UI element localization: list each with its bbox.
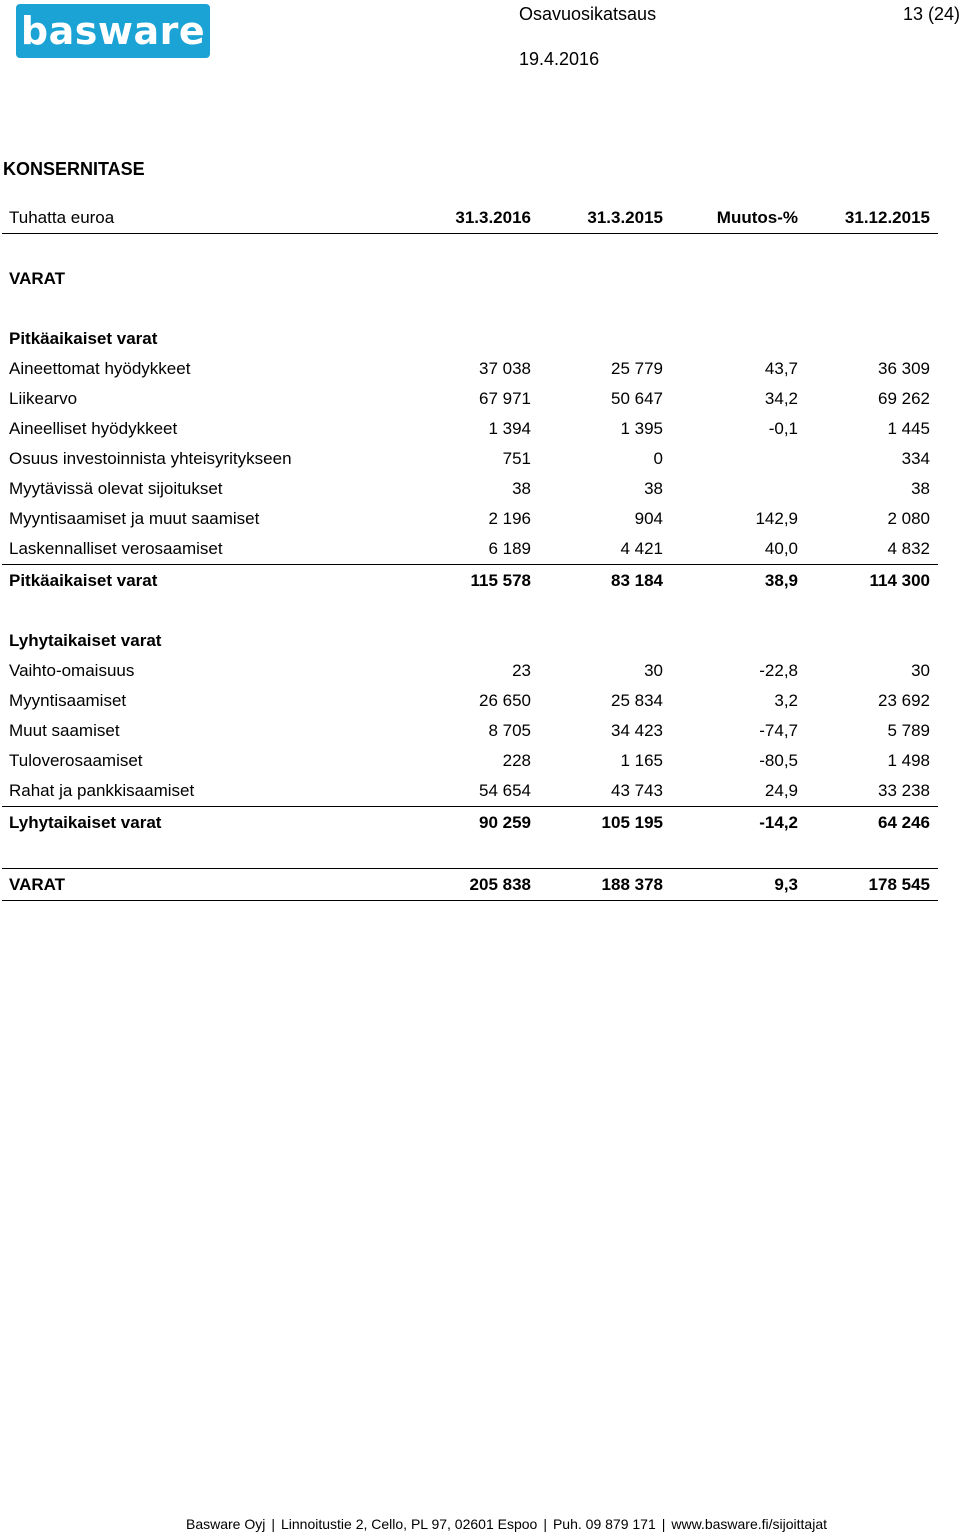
row-value: 25 779 [611, 359, 663, 378]
row-label: Osuus investoinnista yhteisyritykseen [9, 449, 292, 468]
row-label: Myyntisaamiset ja muut saamiset [9, 509, 260, 528]
row-value: 0 [653, 449, 663, 468]
table-row [2, 686, 938, 716]
noncurrent-heading: Pitkäaikaiset varat [9, 329, 158, 348]
logo-wordmark: basware [20, 9, 206, 53]
row-label: Laskennalliset verosaamiset [9, 539, 223, 558]
report-date: 19.4.2016 [519, 49, 600, 69]
row-value: -22,8 [759, 661, 798, 680]
noncurrent-heading-row [2, 324, 938, 354]
row-label: Aineettomat hyödykkeet [9, 359, 191, 378]
row-value: -74,7 [759, 721, 798, 740]
subtotal-label: Lyhytaikaiset varat [2, 807, 411, 839]
row-value: 2 196 [488, 509, 531, 528]
row-label: Myytävissä olevat sijoitukset [9, 479, 223, 498]
table-row [2, 444, 938, 474]
row-value: 38 [644, 479, 663, 498]
spacer-row [2, 294, 938, 324]
table-row [2, 414, 938, 444]
row-value: 40,0 [764, 539, 798, 558]
row-value: 37 038 [479, 359, 531, 378]
footer-company: Basware Oyj [186, 1516, 266, 1532]
column-header-unit: Tuhatta euroa [2, 202, 411, 234]
table-row [2, 504, 938, 534]
row-value: 24,9 [764, 781, 798, 800]
row-value: 1 445 [887, 419, 930, 438]
row-value: 334 [901, 449, 930, 468]
row-value: 6 189 [488, 539, 531, 558]
page-number: 13 (24) [902, 4, 960, 24]
row-value: 50 647 [611, 389, 663, 408]
row-value: 26 650 [479, 691, 531, 710]
subtotal-value: 114 300 [806, 565, 938, 597]
subtotal-value: 83 184 [539, 565, 671, 597]
row-value: -80,5 [759, 751, 798, 770]
row-value: 4 421 [620, 539, 663, 558]
table-row [2, 746, 938, 776]
total-value: 178 545 [806, 869, 938, 901]
row-value: 1 498 [887, 751, 930, 770]
row-value: 33 238 [878, 781, 930, 800]
table-row [2, 776, 938, 807]
row-label: Liikearvo [9, 389, 78, 408]
subtotal-value: -14,2 [671, 807, 806, 839]
row-value: 67 971 [479, 389, 531, 408]
subtotal-label: Pitkäaikaiset varat [2, 565, 411, 597]
row-value [671, 444, 806, 474]
basware-logo [16, 4, 210, 58]
row-value: 8 705 [488, 721, 531, 740]
subtotal-value: 115 578 [411, 565, 539, 597]
spacer-row [2, 838, 938, 869]
row-label: Aineelliset hyödykkeet [9, 419, 178, 438]
column-header-row [2, 202, 938, 234]
table-row [2, 716, 938, 746]
row-label: Vaihto-omaisuus [9, 661, 135, 680]
current-heading: Lyhytaikaiset varat [9, 631, 162, 650]
row-value: 751 [502, 449, 531, 468]
row-value: 142,9 [755, 509, 798, 528]
total-assets-row [2, 869, 938, 901]
table-row [2, 656, 938, 686]
assets-heading: VARAT [9, 269, 66, 288]
row-value: 38 [911, 479, 930, 498]
row-value: 228 [502, 751, 531, 770]
table-row [2, 354, 938, 384]
row-value: 36 309 [878, 359, 930, 378]
row-label: Myyntisaamiset [9, 691, 127, 710]
row-value: 5 789 [887, 721, 930, 740]
row-label: Rahat ja pankkisaamiset [9, 781, 195, 800]
row-value: -0,1 [768, 419, 798, 438]
column-header-2015ye: 31.12.2015 [806, 202, 938, 234]
column-header-change: Muutos-% [671, 202, 806, 234]
column-header-2015q1: 31.3.2015 [539, 202, 671, 234]
balance-sheet-table [2, 202, 938, 901]
row-value: 34,2 [764, 389, 798, 408]
table-row [2, 474, 938, 504]
spacer-row [2, 234, 938, 265]
section-title: KONSERNITASE [3, 159, 145, 179]
subtotal-value: 38,9 [671, 565, 806, 597]
table-row [2, 384, 938, 414]
row-value: 4 832 [887, 539, 930, 558]
footer-phone: Puh. 09 879 171 [552, 1516, 656, 1532]
row-value: 30 [911, 661, 930, 680]
subtotal-value: 64 246 [806, 807, 938, 839]
current-rows [2, 656, 938, 807]
row-value: 1 394 [488, 419, 531, 438]
subtotal-value: 105 195 [539, 807, 671, 839]
footer-web-link[interactable]: www.basware.fi/sijoittajat [671, 1516, 827, 1532]
row-value: 23 692 [878, 691, 930, 710]
row-value: 43,7 [764, 359, 798, 378]
column-header-2016q1: 31.3.2016 [411, 202, 539, 234]
row-value: 69 262 [878, 389, 930, 408]
row-value: 25 834 [611, 691, 663, 710]
total-value: 205 838 [411, 869, 539, 901]
row-value: 2 080 [887, 509, 930, 528]
row-label: Muut saamiset [9, 721, 120, 740]
row-value: 3,2 [774, 691, 798, 710]
row-value: 904 [634, 509, 663, 528]
page-footer: Basware Oyj | Linnoitustie 2, Cello, PL 97, 02601 Espoo | Puh. 09 879 171 | www.basware.fi/sijoittajat [186, 1516, 827, 1532]
noncurrent-subtotal-row [2, 565, 938, 597]
row-value: 38 [512, 479, 531, 498]
current-subtotal-row [2, 807, 938, 839]
row-value: 54 654 [479, 781, 531, 800]
row-value: 34 423 [611, 721, 663, 740]
total-value: 9,3 [671, 869, 806, 901]
row-value: 1 395 [620, 419, 663, 438]
total-label: VARAT [2, 869, 411, 901]
row-value: 30 [644, 661, 663, 680]
table-row [2, 534, 938, 565]
total-value: 188 378 [539, 869, 671, 901]
noncurrent-rows [2, 354, 938, 565]
row-value [671, 474, 806, 504]
footer-address: Linnoitustie 2, Cello, PL 97, 02601 Espoo [281, 1516, 538, 1532]
row-value: 23 [512, 661, 531, 680]
assets-heading-row [2, 264, 938, 294]
row-label: Tuloverosaamiset [9, 751, 143, 770]
report-title: Osavuosikatsaus [519, 4, 657, 24]
row-value: 43 743 [611, 781, 663, 800]
subtotal-value: 90 259 [411, 807, 539, 839]
row-value: 1 165 [620, 751, 663, 770]
spacer-row [2, 596, 938, 626]
current-heading-row [2, 626, 938, 656]
